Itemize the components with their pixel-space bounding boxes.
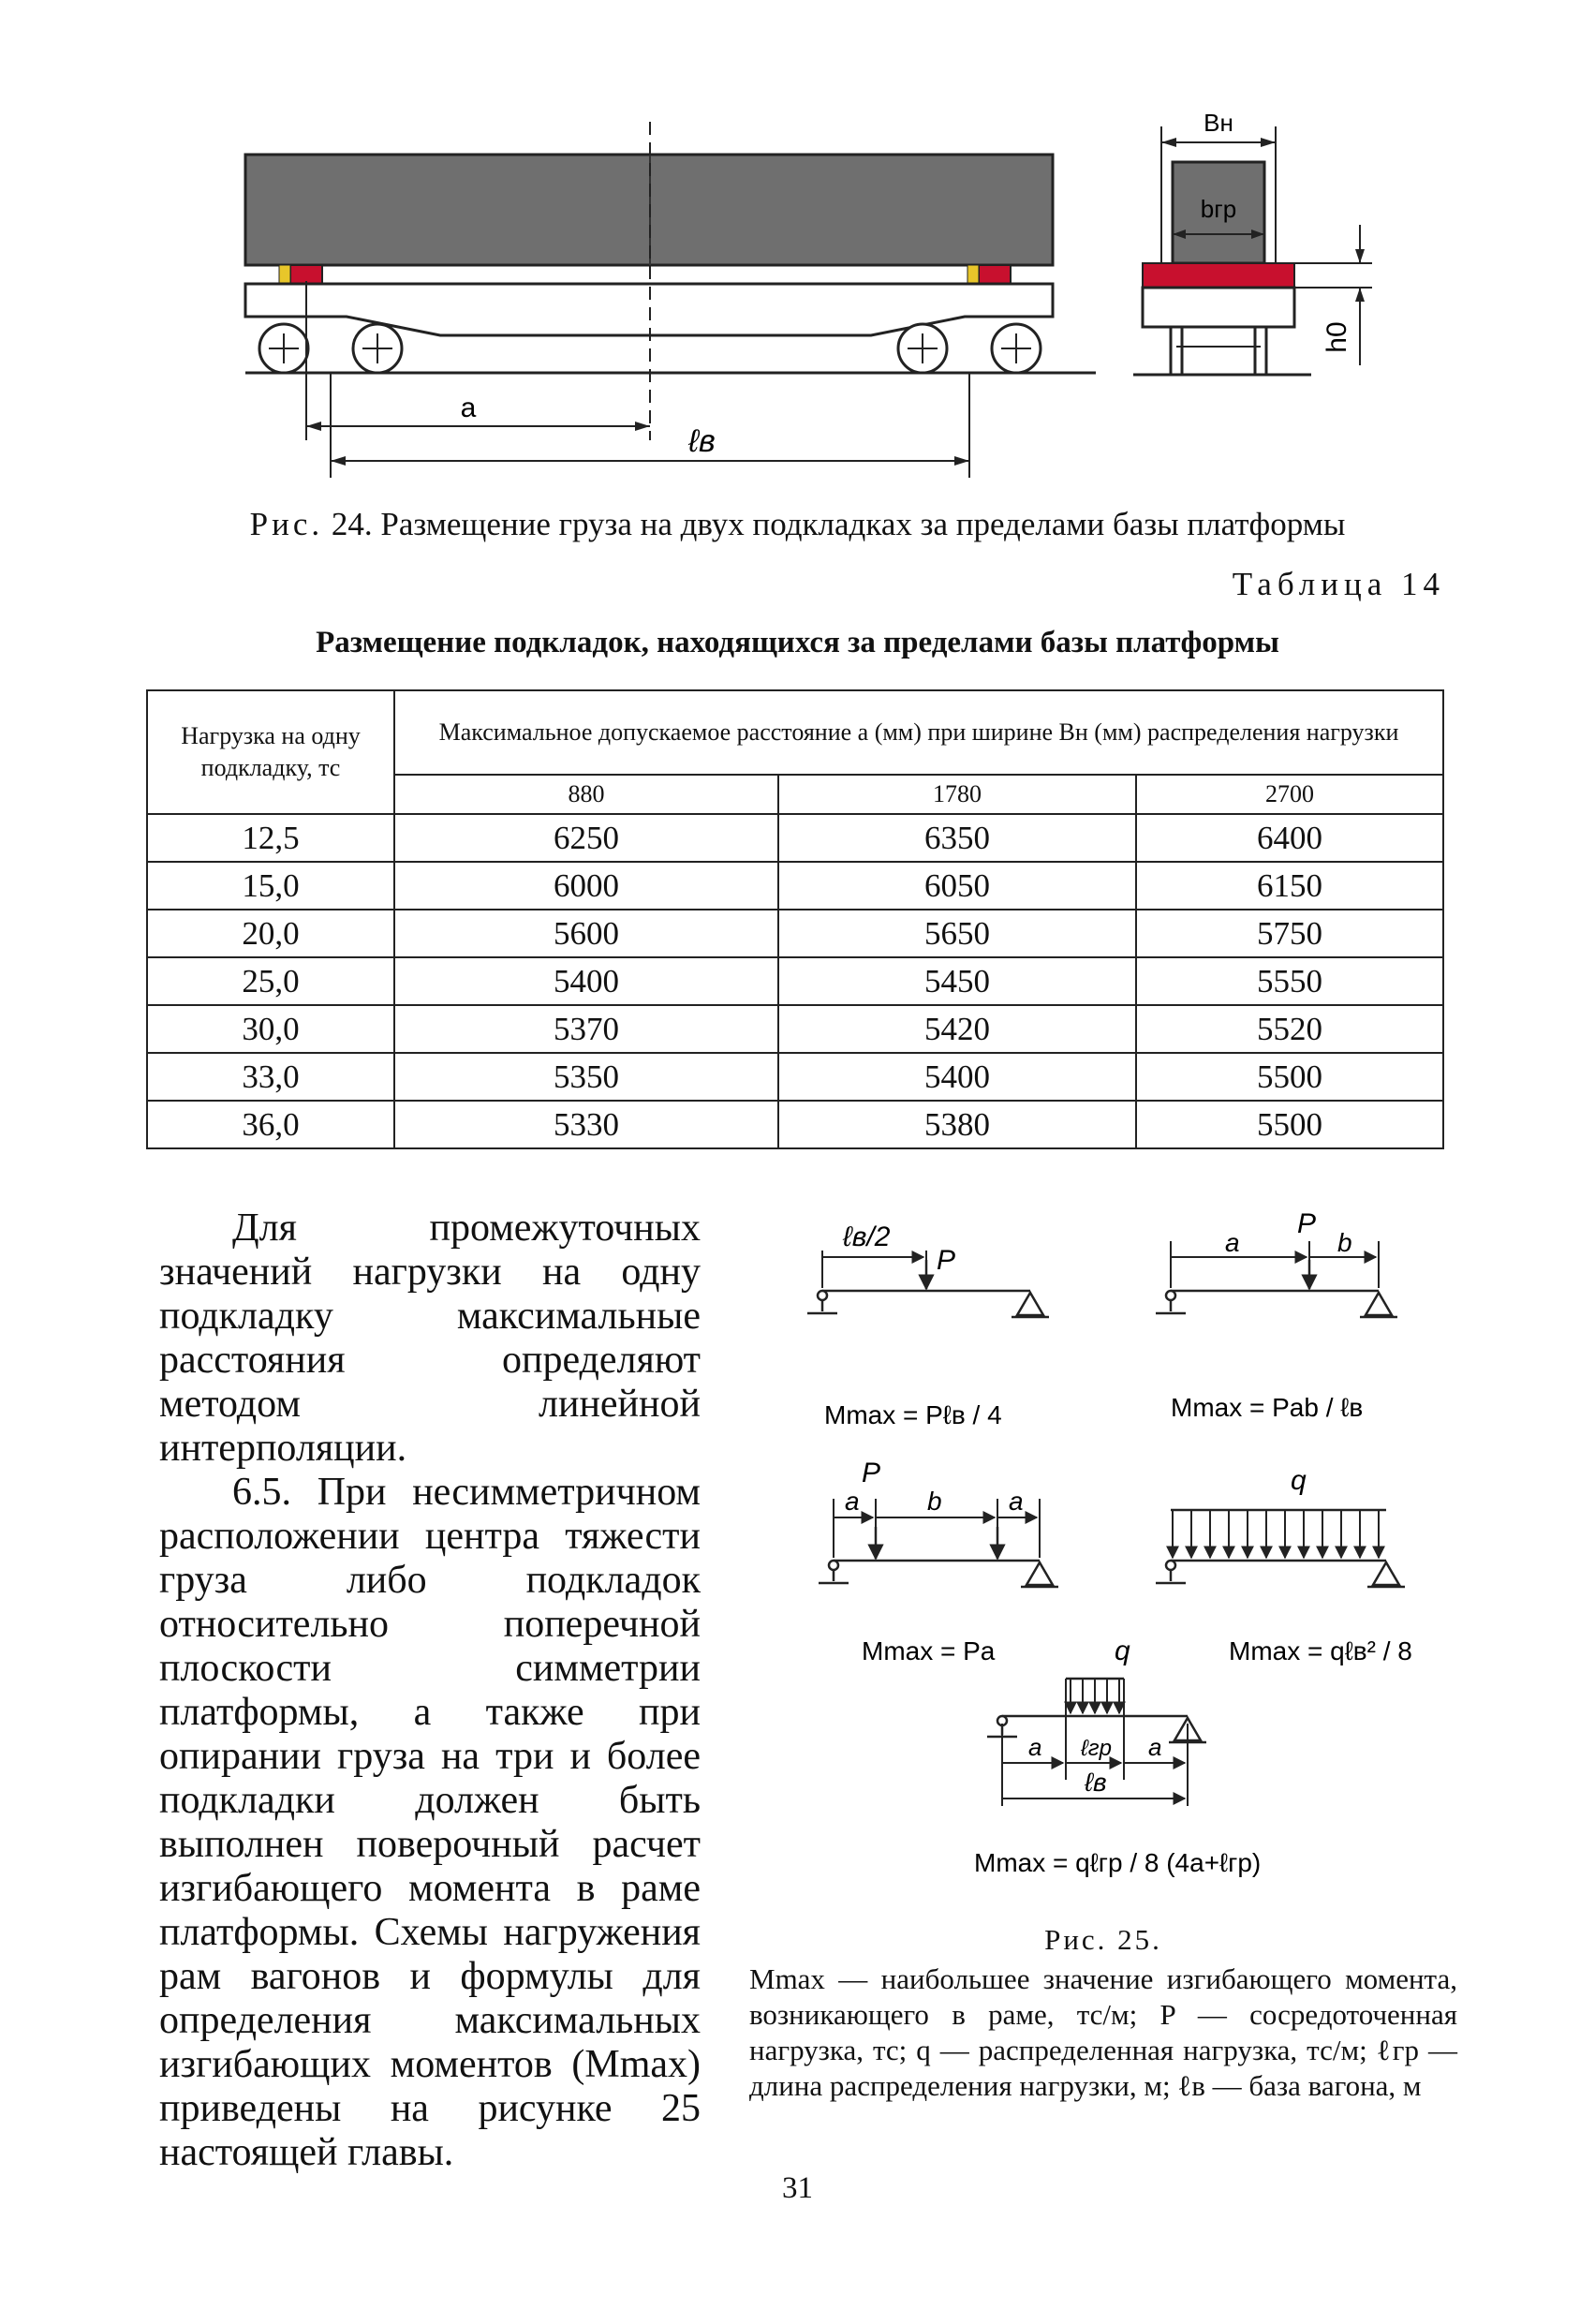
table-cell: 25,0: [147, 957, 394, 1005]
d2-load-label: P: [1297, 1208, 1317, 1239]
table-cell: 6350: [778, 814, 1136, 862]
header-load: Нагрузка на одну подкладку, тс: [147, 690, 394, 814]
d4-load-label: q: [1291, 1465, 1307, 1496]
header-width-2: 1780: [778, 775, 1136, 814]
d1-load-label: P: [937, 1245, 956, 1276]
dim-base-label: ℓв: [688, 423, 716, 459]
figure-25-caption: [749, 1922, 1457, 2104]
page-number: 31: [782, 2171, 813, 2205]
table-cell: 6250: [394, 814, 778, 862]
figure-25-caption-body: Mmax — наибольшее значение изгибающего момента, возникающего в раме, тс/м; P — сосредоточенная нагрузка, тс; q — распределенная нагрузка, тс/м; ℓгр — длина распределения нагрузки, м; ℓв — база вагона, м: [749, 1962, 1457, 2102]
table-cell: 12,5: [147, 814, 394, 862]
d1-dim-label: ℓв/2: [843, 1221, 891, 1252]
d1-formula: Mmax = Pℓв / 4: [824, 1400, 1002, 1429]
table-cell: 36,0: [147, 1101, 394, 1148]
d5-formula: Mmax = qℓгр / 8 (4a+ℓгр): [974, 1848, 1262, 1877]
table-cell: 6050: [778, 862, 1136, 910]
table-cell: 5520: [1136, 1005, 1443, 1053]
table-label: Таблица 14: [1232, 566, 1445, 602]
table-title: Размещение подкладок, находящихся за пределами базы платформы: [316, 626, 1279, 659]
figure-24-caption-text: 24. Размещение груза на двух подкладках за пределами базы платформы: [331, 506, 1346, 542]
table-cell: 6150: [1136, 862, 1443, 910]
d4-load-arrows: [1173, 1510, 1379, 1558]
header-width-1: 880: [394, 775, 778, 814]
table-cell: 5330: [394, 1101, 778, 1148]
table-cell: 5370: [394, 1005, 778, 1053]
table-cell: 5550: [1136, 957, 1443, 1005]
table-cell: 30,0: [147, 1005, 394, 1053]
d4-formula: Mmax = qℓв² / 8: [1229, 1636, 1412, 1665]
diagram-2: [1156, 1241, 1397, 1317]
paragraph-1: Для промежуточных значений нагрузки на одну подкладку максимальные расстояния определяют методом линейной интерполяции.: [159, 1206, 701, 1470]
d3-load-label: P: [862, 1458, 881, 1488]
table-cell: 5500: [1136, 1101, 1443, 1148]
figure-25-caption-title: Рис. 25.: [1044, 1923, 1162, 1956]
d2-formula: Mmax = Pab / ℓв: [1171, 1393, 1364, 1422]
d3-a-left-label: a: [845, 1487, 860, 1516]
table-cell: 33,0: [147, 1053, 394, 1101]
table-cell: 5750: [1136, 910, 1443, 957]
d3-a-right-label: a: [1009, 1487, 1024, 1516]
table-cell: 5400: [778, 1053, 1136, 1101]
table-cell: 5400: [394, 957, 778, 1005]
d5-base-label: ℓв: [1085, 1768, 1107, 1797]
table-cell: 6400: [1136, 814, 1443, 862]
d3-formula: Mmax = Pa: [862, 1636, 996, 1665]
figure-24-caption-prefix: Рис.: [249, 506, 324, 542]
dim-a-label: a: [460, 392, 477, 423]
table-cell: 5380: [778, 1101, 1136, 1148]
table-cell: 5420: [778, 1005, 1136, 1053]
header-distance: Максимальное допускаемое расстояние a (мм) при ширине Bн (мм) распределения нагрузки: [394, 690, 1443, 775]
table-cell: 20,0: [147, 910, 394, 957]
d3-b-label: b: [927, 1487, 942, 1516]
dim-bgr-label: bгр: [1200, 195, 1237, 223]
table-cell: 5450: [778, 957, 1136, 1005]
table-cell: 5350: [394, 1053, 778, 1101]
d5-load-arrows: [1071, 1679, 1119, 1713]
table-cell: 6000: [394, 862, 778, 910]
paragraph-2: 6.5. При несимметричном расположении центра тяжести груза либо подкладок относительно поперечной плоскости симметрии платформы, а также при опирании груза на три и более подкладки должен быть выполнен поверочный расчет изгибающего момента в раме платформы. Схемы нагружения рам вагонов и формулы для определения максимальных изгибающих моментов (Mmax) приведены на рисунке 25 настоящей главы.: [159, 1471, 701, 2174]
diagram-1: [807, 1251, 1049, 1317]
table-cell: 15,0: [147, 862, 394, 910]
d2-b-label: b: [1337, 1228, 1352, 1257]
d5-a-left-label: a: [1028, 1733, 1042, 1761]
d5-load-label: q: [1115, 1636, 1130, 1666]
d5-a-right-label: a: [1148, 1733, 1162, 1761]
table-cell: 5500: [1136, 1053, 1443, 1101]
header-width-3: 2700: [1136, 775, 1443, 814]
dim-h0-label: h0: [1322, 321, 1352, 353]
d5-lgr-label: ℓгр: [1081, 1736, 1112, 1761]
diagram-4: [1156, 1510, 1405, 1587]
table-cell: 5600: [394, 910, 778, 957]
dim-bn-label: Bн: [1204, 109, 1233, 137]
table-cell: 5650: [778, 910, 1136, 957]
d2-a-label: a: [1225, 1228, 1240, 1257]
